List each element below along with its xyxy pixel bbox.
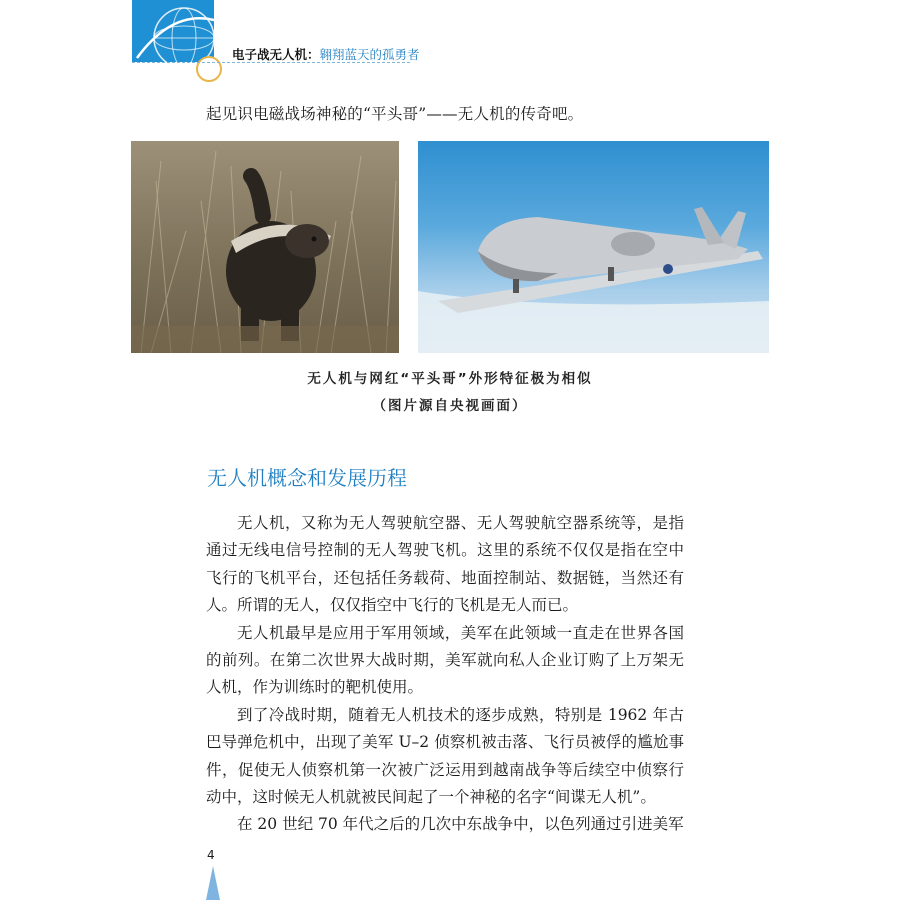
honey-badger-photo (131, 141, 399, 353)
page-number: 4 (207, 848, 215, 862)
running-header-main: 电子战无人机： (232, 47, 320, 62)
drone-figure (438, 207, 763, 313)
badge-icon (196, 56, 222, 82)
running-header (232, 45, 420, 63)
paragraph: 无人机最早是应用于军用领域，美军在此领域一直走在世界各国的前列。在第二次世界大战时期，美军就向私人企业订购了上万架无人机，作为训练时的靶机使用。 (206, 623, 684, 697)
globe-icon (132, 0, 214, 62)
figure-source: （图片源自央视画面） (372, 398, 528, 414)
figure-caption: 无人机与网红“平头哥”外形特征极为相似 (307, 371, 593, 387)
running-header-sub: 翱翔蓝天的孤勇者 (319, 47, 420, 62)
paragraph: 无人机，又称为无人驾驶航空器、无人驾驶航空器系统等，是指通过无线电信号控制的无人驾驶飞机。这里的系统不仅仅是指在空中飞行的飞机平台，还包括任务载荷、地面控制站、数据链，当然还有人。所谓的无人，仅仅指空中飞行的飞机是无人而已。 (206, 514, 684, 615)
intro-text: 起见识电磁战场神秘的“平头哥”——无人机的传奇吧。 (206, 105, 584, 123)
drone-photo (418, 141, 769, 353)
body-text (206, 510, 684, 839)
series-logo (132, 0, 214, 62)
section-heading: 无人机概念和发展历程 (207, 466, 407, 490)
paragraph: 到了冷战时期，随着无人机技术的逐步成熟，特别是 1962 年古巴导弹危机中，出现了美军 U–2 侦察机被击落、飞行员被俘的尴尬事件，促使无人侦察机第一次被广泛运用到越南战争等后续空中侦察行动中，这时候无人机就被民间起了一个神秘的名字“间谍无人机”。 (206, 705, 684, 807)
page-marker-icon (206, 866, 220, 900)
paragraph: 在 20 世纪 70 年代之后的几次中东战争中，以色列通过引进美军 (237, 815, 684, 834)
honey-badger-figure (226, 176, 331, 341)
